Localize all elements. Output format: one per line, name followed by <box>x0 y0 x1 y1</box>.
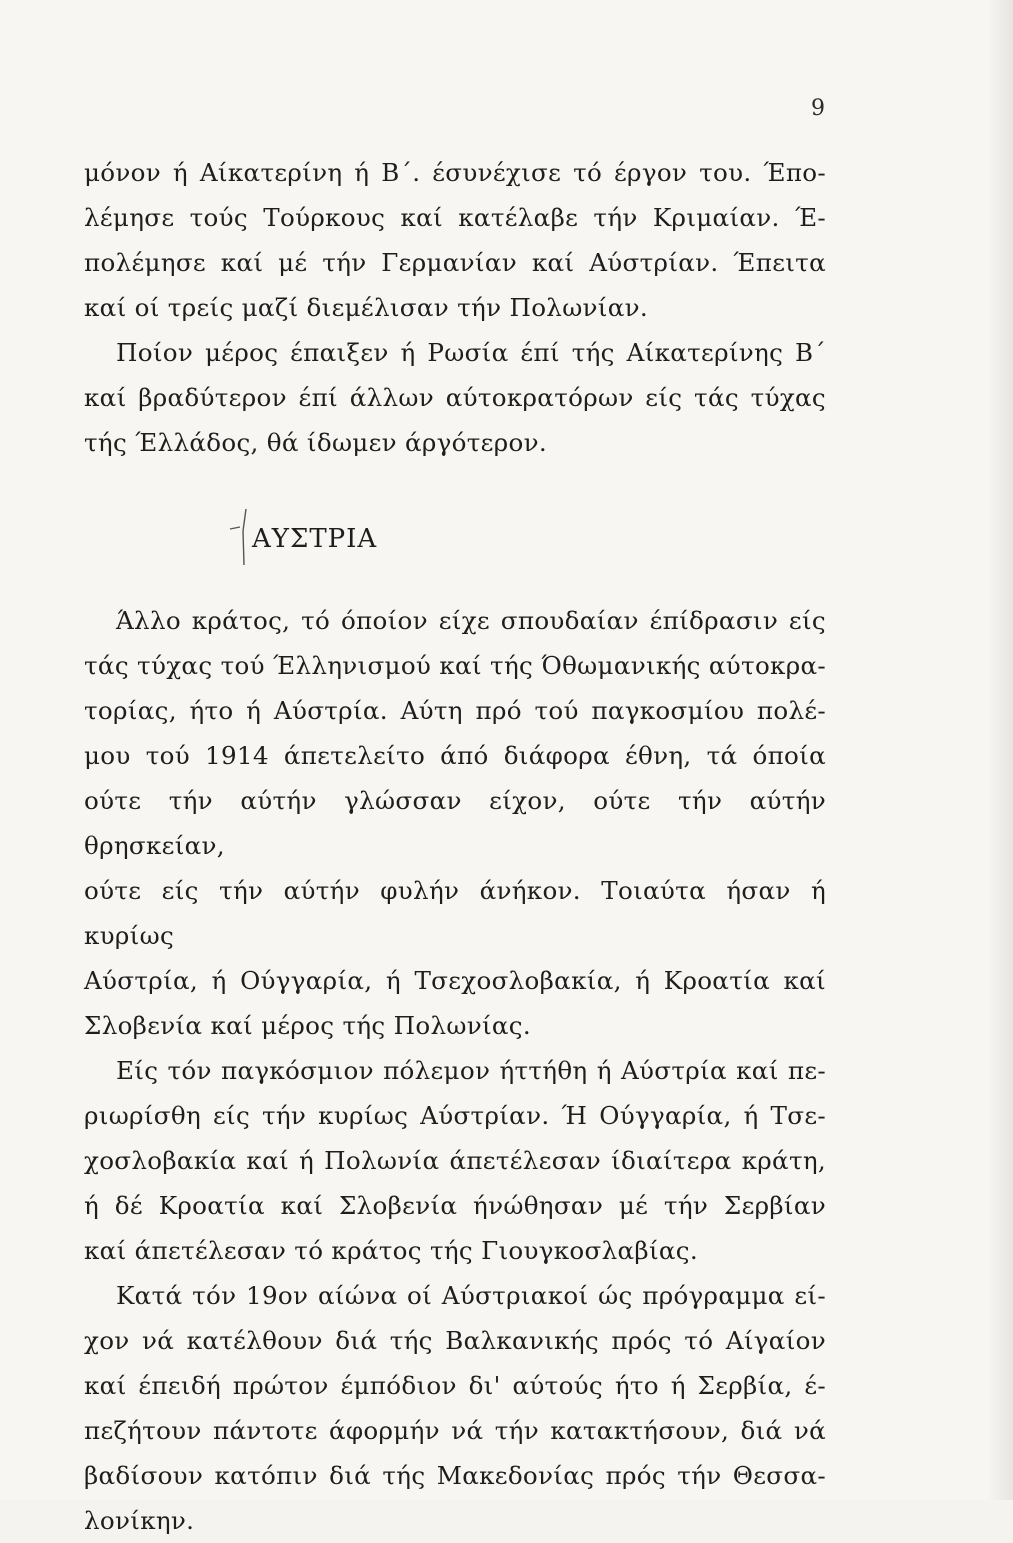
section-title: ΑΥΣΤΡΙΑ <box>252 524 378 554</box>
section-heading <box>84 465 826 598</box>
text-line: Αύστρία, ή Ούγγαρία, ή Τσεχοσλοβακία, ή Κροατία καί <box>84 966 826 995</box>
text-line: ούτε είς τήν αύτήν φυλήν άνήκον. Τοιαύτα ήσαν ή κυρίως <box>84 876 826 950</box>
text-line: Είς τόν παγκόσμιον πόλεμον ήττήθη ή Αύστρία καί πε- <box>116 1056 826 1085</box>
text-line: Σλοβενία καί μέρος τής Πολωνίας. <box>84 1011 532 1040</box>
text-line: Ποίον μέρος έπαιξεν ή Ρωσία έπί τής Αίκατερίνης Β΄ <box>116 338 826 367</box>
text-line: ή δέ Κροατία καί Σλοβενία ήνώθησαν μέ τήν Σερβίαν <box>84 1191 826 1220</box>
text-line: Άλλο κράτος, τό όποίον είχε σπουδαίαν έπίδρασιν είς <box>116 606 826 635</box>
text-line: πεζήτουν πάντοτε άφορμήν νά τήν κατακτήσουν, διά νά <box>84 1416 826 1445</box>
text-line: τής Έλλάδος, θά ίδωμεν άργότερον. <box>84 428 547 457</box>
text-line: ούτε τήν αύτήν γλώσσαν είχον, ούτε τήν αύτήν θρησκείαν, <box>84 786 826 860</box>
paragraph-1 <box>84 150 826 330</box>
paragraph-2 <box>84 330 826 465</box>
text-line: πολέμησε καί μέ τήν Γερμανίαν καί Αύστρίαν. Έπειτα <box>84 248 826 277</box>
text-line: χοσλοβακία καί ή Πολωνία άπετέλεσαν ίδιαίτερα κράτη, <box>84 1146 826 1175</box>
text-line: καί άπετέλεσαν τό κράτος τής Γιουγκοσλαβίας. <box>84 1236 698 1265</box>
paragraph-3 <box>84 598 826 1048</box>
text-line: καί οί τρείς μαζί διεμέλισαν τήν Πολωνίαν. <box>84 293 649 322</box>
paragraph-4 <box>84 1048 826 1273</box>
paragraph-5 <box>84 1273 826 1543</box>
text-line: χον νά κατέλθουν διά τής Βαλκανικής πρός τό Αίγαίον <box>84 1326 826 1355</box>
text-line: τορίας, ήτο ή Αύστρία. Αύτη πρό τού παγκοσμίου πολέ- <box>84 696 826 725</box>
text-line: λονίκην. <box>84 1506 195 1535</box>
text-line: ριωρίσθη είς τήν κυρίως Αύστρίαν. Ή Ούγγαρία, ή Τσε- <box>84 1101 826 1130</box>
text-line: καί έπειδή πρώτον έμπόδιον δι' αύτούς ήτο ή Σερβία, έ- <box>84 1371 826 1400</box>
text-line: μόνον ή Αίκατερίνη ή Β΄. έσυνέχισε τό έργον του. Έπο- <box>84 158 826 187</box>
text-line: λέμησε τούς Τούρκους καί κατέλαβε τήν Κριμαίαν. Έ- <box>84 203 826 232</box>
handwritten-mark-icon <box>224 507 254 567</box>
text-line: τάς τύχας τού Έλληνισμού καί τής Όθωμανικής αύτοκρα- <box>84 651 826 680</box>
text-line: καί βραδύτερον έπί άλλων αύτοκρατόρων είς τάς τύχας <box>84 383 826 412</box>
text-line: βαδίσουν κατόπιν διά τής Μακεδονίας πρός τήν Θεσσα- <box>84 1461 826 1490</box>
text-line: Κατά τόν 19ον αίώνα οί Αύστριακοί ώς πρόγραμμα εί- <box>116 1281 826 1310</box>
page-number: 9 <box>811 96 825 121</box>
page-edge-shadow <box>987 0 1013 1500</box>
text-line: μου τού 1914 άπετελείτο άπό διάφορα έθνη, τά όποία <box>84 741 826 770</box>
body-text <box>84 150 826 1543</box>
